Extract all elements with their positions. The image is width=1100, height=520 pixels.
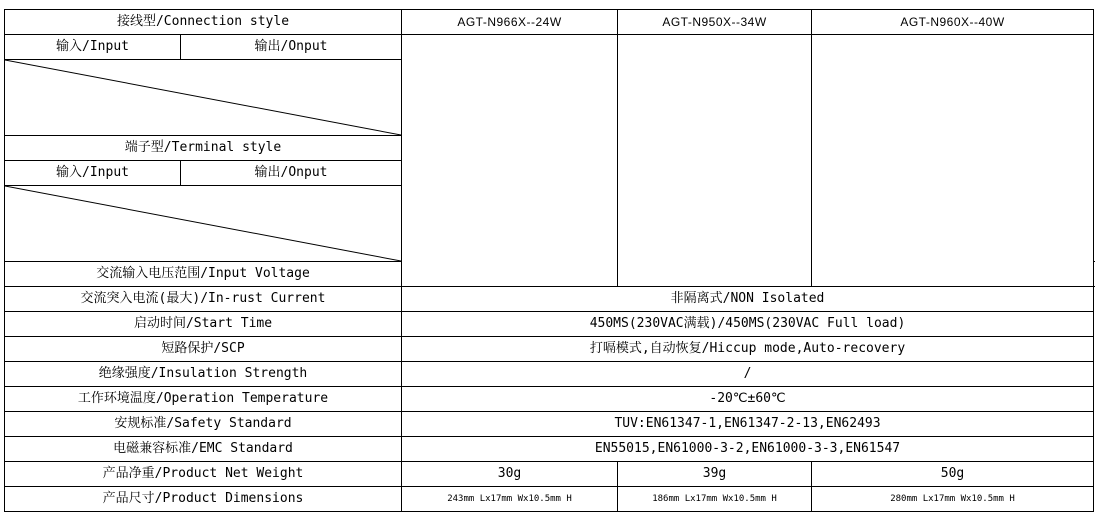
model-2-image-area <box>618 35 812 287</box>
diagonal-line-graphic <box>5 60 401 135</box>
connection-style-header: 接线型/Connection style <box>5 10 402 35</box>
spec-value: 非隔离式/NON Isolated <box>402 287 1094 312</box>
spec-label: 启动时间/Start Time <box>5 312 402 337</box>
spec-label: 工作环境温度/Operation Temperature <box>5 387 402 412</box>
spec-row <box>5 362 1094 387</box>
dimensions-label: 产品尺寸/Product Dimensions <box>5 487 402 512</box>
model-3-image-area <box>812 35 1094 287</box>
terminal-style-title: 端子型/Terminal style <box>5 136 402 161</box>
model-1-image-area <box>402 35 618 287</box>
weight-value-model-2: 39g <box>618 462 812 487</box>
weight-value-model-3: 50g <box>812 462 1094 487</box>
terminal-output-label: 输出/Onput <box>254 165 328 180</box>
spec-label: 电磁兼容标准/EMC Standard <box>5 437 402 462</box>
dimensions-value-model-1: 243mm Lx17mm Wx10.5mm H <box>402 487 618 512</box>
connection-output-label: 输出/Onput <box>254 39 328 54</box>
spec-label: 安规标准/Safety Standard <box>5 412 402 437</box>
weight-label: 产品净重/Product Net Weight <box>5 462 402 487</box>
spec-value: 打嗝模式,自动恢复/Hiccup mode,Auto-recovery <box>402 337 1094 362</box>
connection-io-cell <box>5 35 402 60</box>
spec-row <box>5 412 1094 437</box>
spec-value: TUV:EN61347-1,EN61347-2-13,EN62493 <box>402 412 1094 437</box>
spec-row <box>5 437 1094 462</box>
weight-value-model-1: 30g <box>402 462 618 487</box>
weight-row <box>5 462 1094 487</box>
spec-table <box>4 9 1094 512</box>
connection-io-row <box>5 35 1094 60</box>
dimensions-value-model-2: 186mm Lx17mm Wx10.5mm H <box>618 487 812 512</box>
connection-diagram-cell <box>5 60 402 136</box>
spec-value: 450MS(230VAC满载)/450MS(230VAC Full load) <box>402 312 1094 337</box>
dimensions-value-model-3: 280mm Lx17mm Wx10.5mm H <box>812 487 1094 512</box>
terminal-io-cell <box>5 161 402 186</box>
spec-row <box>5 287 1094 312</box>
model-2-header: AGT-N950X--34W <box>618 10 812 35</box>
model-1-header: AGT-N966X--24W <box>402 10 618 35</box>
diagonal-line-graphic <box>5 186 401 261</box>
spec-label: 交流突入电流(最大)/In-rust Current <box>5 287 402 312</box>
spec-row <box>5 387 1094 412</box>
dimensions-row <box>5 487 1094 512</box>
spec-label: 绝缘强度/Insulation Strength <box>5 362 402 387</box>
spec-value: / <box>402 362 1094 387</box>
model-3-header: AGT-N960X--40W <box>812 10 1094 35</box>
spec-label: 短路保护/SCP <box>5 337 402 362</box>
terminal-diagram-cell <box>5 186 402 262</box>
spec-label: 交流输入电压范围/Input Voltage <box>5 262 402 287</box>
header-row <box>5 10 1094 35</box>
spec-row <box>5 312 1094 337</box>
spec-row <box>5 337 1094 362</box>
connection-input-label: 输入/Input <box>5 35 181 59</box>
spec-value: EN55015,EN61000-3-2,EN61000-3-3,EN61547 <box>402 437 1094 462</box>
terminal-input-label: 输入/Input <box>5 161 181 185</box>
spec-value: -20℃±60℃ <box>402 387 1094 412</box>
